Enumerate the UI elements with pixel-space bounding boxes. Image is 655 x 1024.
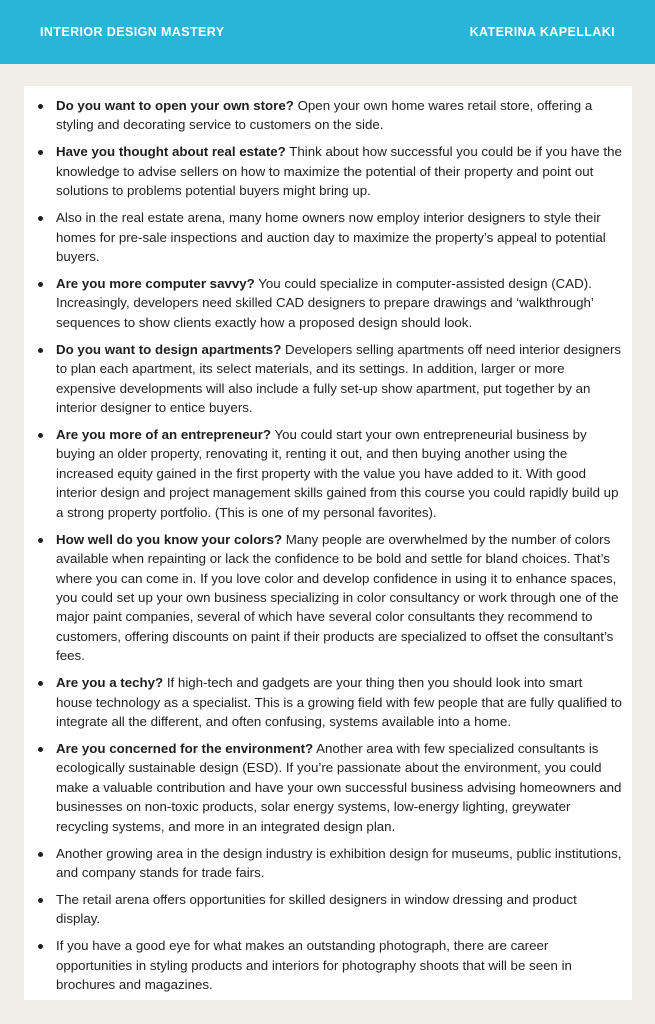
- item-lead-question: Have you thought about real estate?: [56, 144, 286, 160]
- item-lead-question: Do you want to design apartments?: [56, 341, 282, 357]
- list-item: [56, 844, 622, 883]
- bullet-dot-icon: [38, 681, 43, 686]
- bullet-dot-icon: [38, 538, 43, 543]
- bullet-dot-icon: [38, 348, 43, 353]
- item-body-text: You could start your own entrepreneurial business by buying an older property, renovating it, renting it out, and then buying another using the increased equity gained in the first property with the value you have added to it. With good interior design and project management skills gained from this course you could rapidly build up a strong property portfolio. (This is one of my personal favorites).: [56, 427, 619, 520]
- item-body-text: If you have a good eye for what makes an outstanding photograph, there are career opportunities in styling products and interiors for photography shoots that will be seen in brochures and magazines.: [56, 938, 572, 993]
- bullet-dot-icon: [38, 433, 43, 438]
- item-body-text: Developers selling apartments off need interior designers to plan each apartment, its select materials, and its settings. In addition, larger or more expensive developments will also include a fully set-up show apartment, put together by an interior designer to entice buyers.: [56, 341, 622, 416]
- item-body-text: Think about how successful you could be if you have the knowledge to advise sellers on how to maximize the potential of their property and point out solutions to problems potential buyers might bring up.: [56, 144, 622, 199]
- item-lead-question: Do you want to open your own store?: [56, 98, 294, 113]
- content-page: [24, 86, 632, 1000]
- item-body-text: The retail arena offers opportunities for skilled designers in window dressing and product display.: [56, 891, 577, 927]
- item-body-text: Also in the real estate arena, many home owners now employ interior designers to style their homes for pre-sale inspections and auction day to maximize the property’s appeal to potential buyers.: [56, 210, 606, 265]
- list-item: [56, 936, 622, 994]
- item-body-text: Many people are overwhelmed by the number of colors available when repainting or lack the confidence to be bold and settle for bland choices. That’s where you can come in. If you love color and develop confidence in using it to enhance spaces, you could set up your own business specializing in color consultancy or work through one of the major paint companies, several of which have several color consultants they recommend to customers, offering discounts on paint if their products are specialized to offset the consultant’s fees.: [56, 531, 619, 664]
- list-item: [56, 890, 622, 929]
- course-title: INTERIOR DESIGN MASTERY: [40, 25, 225, 39]
- list-item: [56, 208, 622, 266]
- bullet-dot-icon: [38, 216, 43, 221]
- bullet-dot-icon: [38, 104, 43, 109]
- list-item: [56, 673, 622, 731]
- item-body-text: If high-tech and gadgets are your thing then you should look into smart house technology as a specialist. This is a growing field with few people that are fully qualified to integrate all the different, and often confusing, systems available into a home.: [56, 675, 622, 729]
- item-body-text: Another area with few specialized consultants is ecologically sustainable design (ESD). If you’re passionate about the environment, you could make a valuable contribution and have your own successful business advising homeowners and businesses on non-toxic products, solar energy systems, low-energy lighting, greywater recycling systems, and more in an integrated design plan.: [56, 740, 622, 834]
- list-item: [56, 96, 622, 135]
- list-item: [56, 142, 622, 200]
- list-item: [56, 739, 622, 836]
- bullet-dot-icon: [38, 944, 43, 949]
- bullet-dot-icon: [38, 852, 43, 857]
- item-lead-question: Are you more computer savvy?: [56, 276, 255, 292]
- list-item: [56, 425, 622, 522]
- list-item: [56, 340, 622, 418]
- item-lead-question: How well do you know your colors?: [56, 531, 283, 547]
- bullet-dot-icon: [38, 150, 43, 155]
- list-item: [56, 530, 622, 666]
- item-body-text: You could specialize in computer-assisted design (CAD). Increasingly, developers need skilled CAD designers to prepare drawings and ‘walkthrough’ sequences to show clients exactly how a proposed design should look.: [56, 276, 594, 330]
- item-lead-question: Are you concerned for the environment?: [56, 740, 314, 756]
- item-body-text: Open your own home wares retail store, offering a styling and decorating service to customers on the side.: [56, 98, 593, 133]
- item-lead-question: Are you more of an entrepreneur?: [56, 427, 272, 443]
- item-body-text: Another growing area in the design industry is exhibition design for museums, public institutions, and company stands for trade fairs.: [56, 845, 622, 880]
- item-lead-question: Are you a techy?: [56, 675, 164, 691]
- bullet-dot-icon: [38, 747, 43, 752]
- author-name: KATERINA KAPELLAKI: [469, 25, 615, 39]
- bullet-dot-icon: [38, 898, 43, 903]
- list-item: [56, 274, 622, 332]
- bullet-dot-icon: [38, 282, 43, 287]
- header-bar: [0, 0, 655, 64]
- bullet-list: [24, 86, 632, 995]
